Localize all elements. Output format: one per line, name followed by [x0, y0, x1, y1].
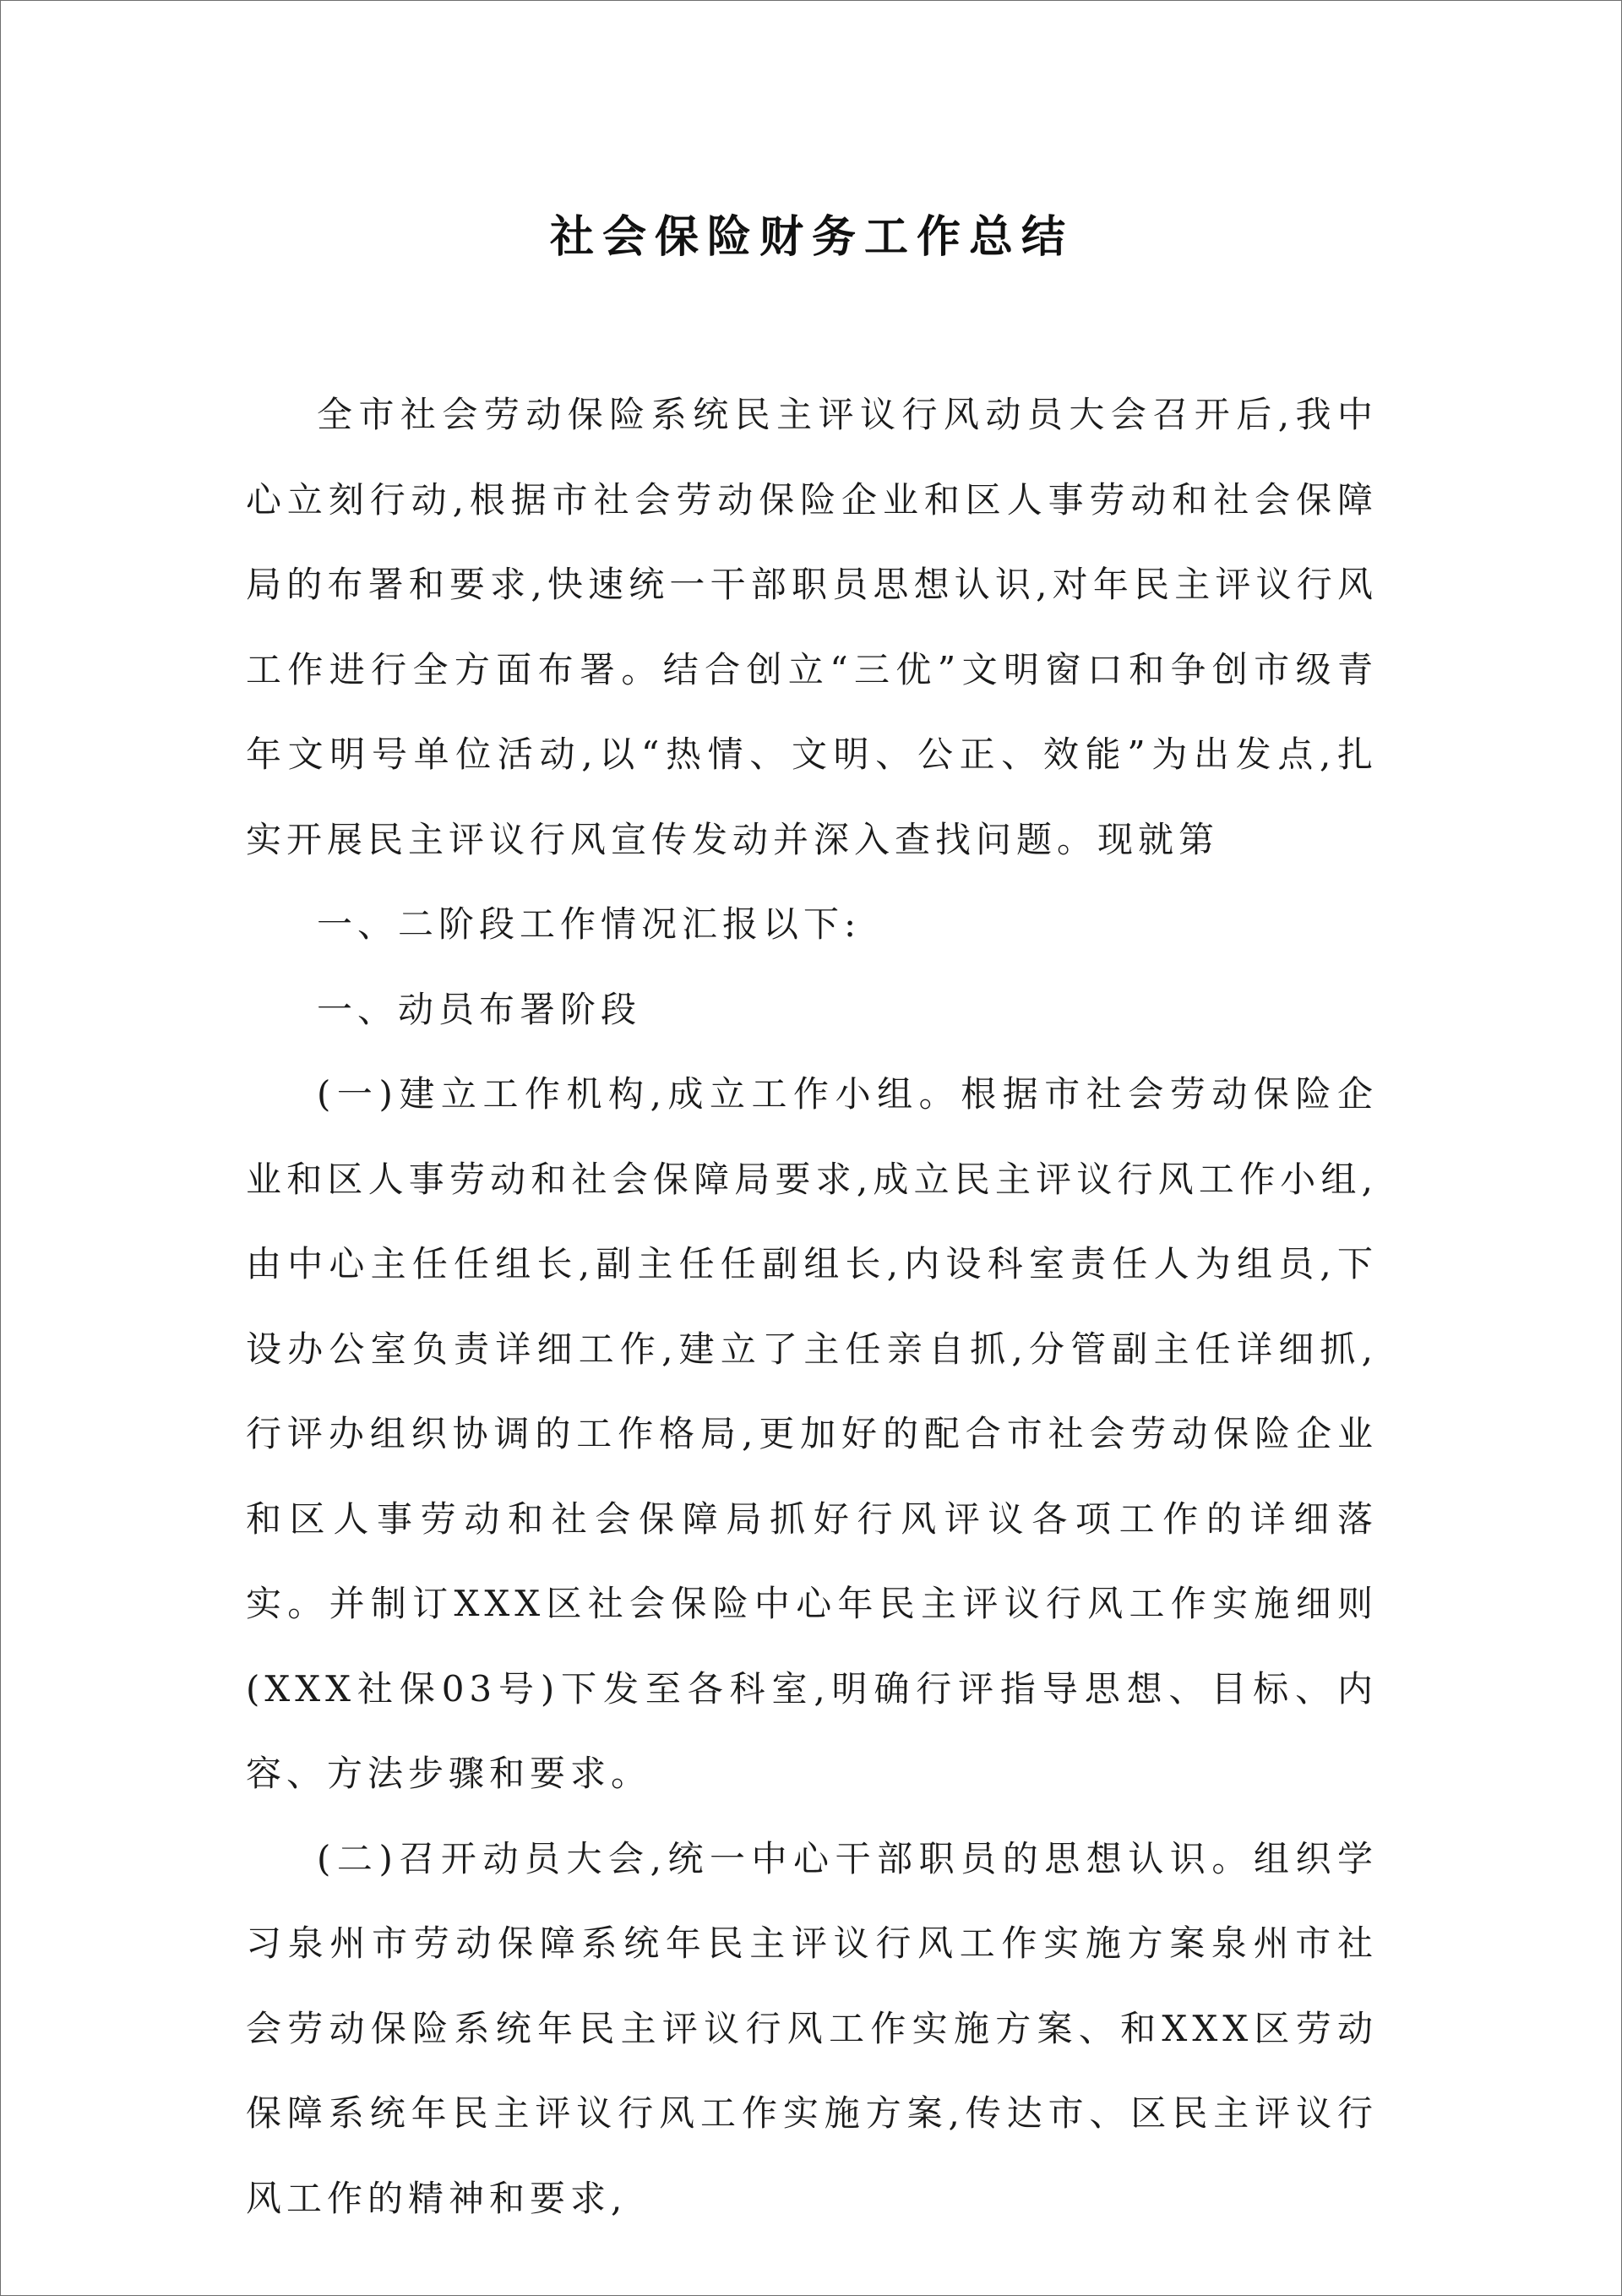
paragraph-mobilization-meeting: (二)召开动员大会,统一中心干部职员的思想认识。组织学习泉州市劳动保障系统年民主评议行风工作实施方案泉州市社会劳动保险系统年民主评议行风工作实施方案、和XXX区劳动保障系统年民主评议行风工作实施方案,传达市、区民主评议行风工作的精神和要求,	[246, 1837, 1378, 2219]
document-title: 社会保险财务工作总结	[549, 211, 1074, 263]
paragraph-working-group: (一)建立工作机构,成立工作小组。根据市社会劳动保险企业和区人事劳动和社会保障局要求,成立民主评议行风工作小组,由中心主任任组长,副主任任副组长,内设科室责任人为组员,下设办公室负责详细工作,建立了主任亲自抓,分管副主任详细抓,行评办组织协调的工作格局,更加好的配合市社会劳动保险企业和区人事劳动和社会保障局抓好行风评议各项工作的详细落实。并制订XXX区社会保险中心年民主评议行风工作实施细则(XXX社保03号)下发至各科室,明确行评指导思想、目标、内容、方法步骤和要求。	[246, 1073, 1378, 1794]
paragraph-report-heading: 一、二阶段工作情况汇报以下:	[317, 903, 862, 945]
section-heading-mobilization: 一、动员布署阶段	[317, 988, 642, 1030]
document-body	[246, 373, 1378, 2241]
paragraph-intro: 全市社会劳动保险系统民主评议行风动员大会召开后,我中心立刻行动,根据市社会劳动保险企业和区人事劳动和社会保障局的布署和要求,快速统一干部职员思想认识,对年民主评议行风工作进行全方面布署。结合创立“三优”文明窗口和争创市级青年文明号单位活动,以“热情、文明、公正、效能”为出发点,扎实开展民主评议行风宣传发动并深入查找问题。现就第	[246, 394, 1378, 860]
